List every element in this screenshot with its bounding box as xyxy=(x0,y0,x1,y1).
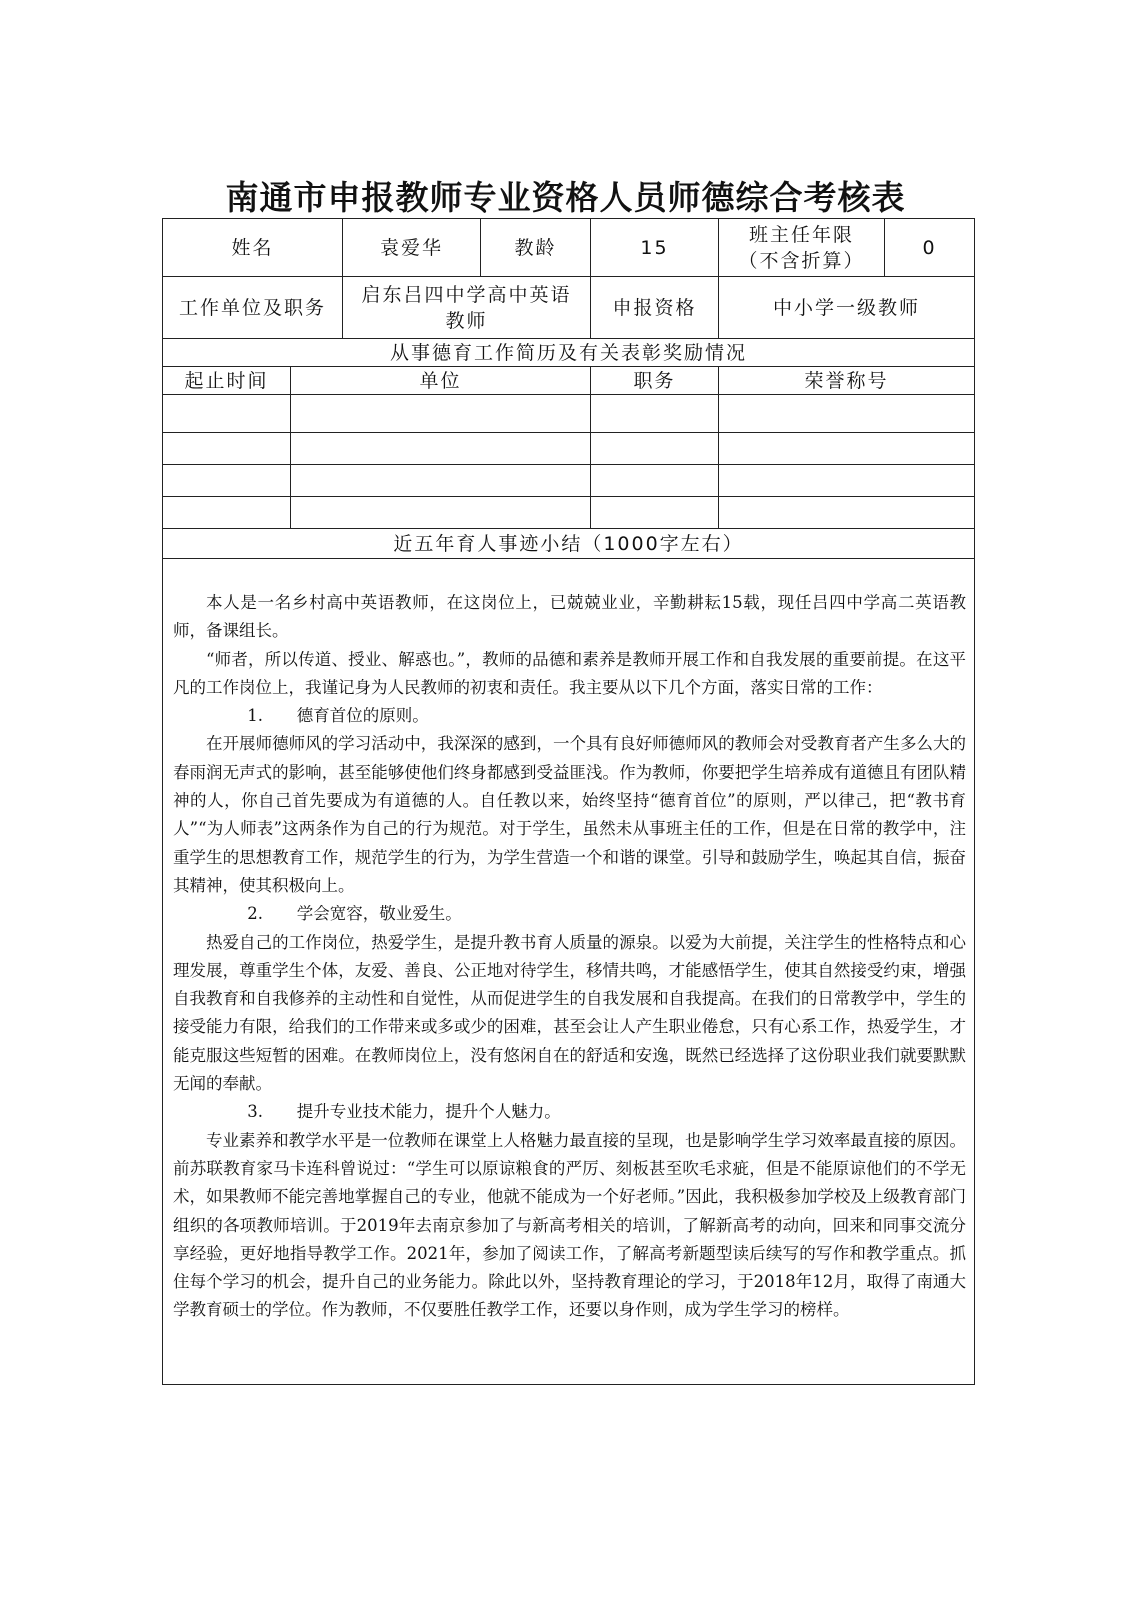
history-cell xyxy=(163,395,291,433)
history-cell xyxy=(163,433,291,465)
summary-paragraph: 热爱自己的工作岗位，热爱学生，是提升教书育人质量的源泉。以爱为大前提，关注学生的性格特点和心理发展，尊重学生个体，友爱、善良、公正地对待学生，移情共鸣，才能感悟学生，使其自然接受约束，增强自我教育和自我修养的主动性和自觉性，从而促进学生的自我发展和自我提高。在我们的日常教学中，学生的接受能力有限，给我们的工作带来或多或少的困难，甚至会让人产生职业倦怠，只有心系工作，热爱学生，才能克服这些短暂的困难。在教师岗位上，没有悠闲自在的舒适和安逸，既然已经选择了这份职业我们就要默默无闻的奉献。 xyxy=(173,932,967,1094)
item-number: 3. xyxy=(247,1102,263,1122)
item-text: 学会宽容，敬业爱生。 xyxy=(296,904,462,924)
history-cell xyxy=(719,395,975,433)
class-teacher-years-label-line2: （不含折算） xyxy=(738,249,865,272)
class-teacher-years-label-line1: 班主任年限 xyxy=(749,223,855,246)
work-unit-value xyxy=(343,277,591,339)
summary-paragraph: 在开展师德师风的学习活动中，我深深的感到，一个具有良好师德师风的教师会对受教育者产生多么大的春雨润无声式的影响，甚至能够使他们终身都感到受益匪浅。作为教师，你要把学生培养成有道德且有团队精神的人，你自己首先要成为有道德的人。自任教以来，始终坚持“德育首位”的原则，严以律己，把“教书育人”“为人师表”这两条作为自己的行为规范。对于学生，虽然未从事班主任的工作，但是在日常的教学中，注重学生的思想教育工作，规范学生的行为，为学生营造一个和谐的课堂。引导和鼓励学生，唤起其自信，振奋其精神，使其积极向上。 xyxy=(173,734,967,895)
history-cell xyxy=(719,465,975,497)
history-section-title: 从事德育工作简历及有关表彰奖励情况 xyxy=(163,339,975,367)
summary-text xyxy=(163,559,974,1325)
teaching-age-label: 教龄 xyxy=(481,219,591,277)
history-row xyxy=(163,433,975,465)
name-value: 袁爱华 xyxy=(343,219,481,277)
summary-item xyxy=(173,900,966,928)
history-row xyxy=(163,497,975,529)
teaching-age-value: 15 xyxy=(591,219,719,277)
summary-paragraph: “师者，所以传道、授业、解惑也。”，教师的品德和素养是教师开展工作和自我发展的重要前提。在这平凡的工作岗位上，我谨记身为人民教师的初衷和责任。我主要从以下几个方面，落实日常的工作： xyxy=(173,649,967,697)
history-cell xyxy=(591,497,719,529)
history-header-position: 职务 xyxy=(591,367,719,395)
summary-item xyxy=(173,702,966,730)
name-label: 姓名 xyxy=(163,219,343,277)
history-cell xyxy=(291,433,591,465)
qualification-value: 中小学一级教师 xyxy=(719,277,975,339)
summary-body-cell xyxy=(163,559,975,1385)
summary-paragraph: 专业素养和教学水平是一位教师在课堂上人格魅力最直接的呈现，也是影响学生学习效率最直接的原因。前苏联教育家马卡连科曾说过：“学生可以原谅粮食的严厉、刻板甚至吹毛求疵，但是不能原谅他们的不学无术，如果教师不能完善地掌握自己的专业，他就不能成为一个好老师。”因此，我积极参加学校及上级教育部门组织的各项教师培训。于2019年去南京参加了与新高考相关的培训，了解新高考的动向，回来和同事交流分享经验，更好地指导教学工作。2021年，参加了阅读工作，了解高考新题型读后续写的写作和教学重点。抓住每个学习的机会，提升自己的业务能力。除此以外，坚持教育理论的学习，于2018年12月，取得了南通大学教育硕士的学位。作为教师，不仅要胜任教学工作，还要以身作则，成为学生学习的榜样。 xyxy=(173,1130,967,1320)
history-cell xyxy=(591,433,719,465)
work-unit-value-line1: 启东吕四中学高中英语 xyxy=(361,283,572,306)
summary-section-title: 近五年育人事迹小结（1000字左右） xyxy=(163,529,975,559)
history-cell xyxy=(163,465,291,497)
work-unit-label: 工作单位及职务 xyxy=(163,277,343,339)
history-header-honor: 荣誉称号 xyxy=(719,367,975,395)
history-cell xyxy=(719,497,975,529)
history-row xyxy=(163,465,975,497)
history-cell xyxy=(291,395,591,433)
assessment-form xyxy=(162,218,975,1385)
form-title: 南通市申报教师专业资格人员师德综合考核表 xyxy=(225,178,906,217)
summary-paragraph: 本人是一名乡村高中英语教师，在这岗位上，已兢兢业业，辛勤耕耘15载，现任吕四中学高二英语教师，备课组长。 xyxy=(173,593,967,641)
qualification-label: 申报资格 xyxy=(591,277,719,339)
history-cell xyxy=(591,465,719,497)
class-teacher-years-label xyxy=(719,219,885,277)
history-header-period: 起止时间 xyxy=(163,367,291,395)
history-row xyxy=(163,395,975,433)
class-teacher-years-value: 0 xyxy=(885,219,975,277)
history-cell xyxy=(591,395,719,433)
history-header-unit: 单位 xyxy=(291,367,591,395)
history-cell xyxy=(163,497,291,529)
history-cell xyxy=(291,465,591,497)
summary-item xyxy=(173,1098,966,1126)
history-cell xyxy=(719,433,975,465)
work-unit-value-line2: 教师 xyxy=(445,309,488,332)
item-text: 提升专业技术能力，提升个人魅力。 xyxy=(296,1102,561,1122)
item-number: 1. xyxy=(247,706,263,726)
item-text: 德育首位的原则。 xyxy=(296,706,429,726)
history-cell xyxy=(291,497,591,529)
item-number: 2. xyxy=(247,904,263,924)
